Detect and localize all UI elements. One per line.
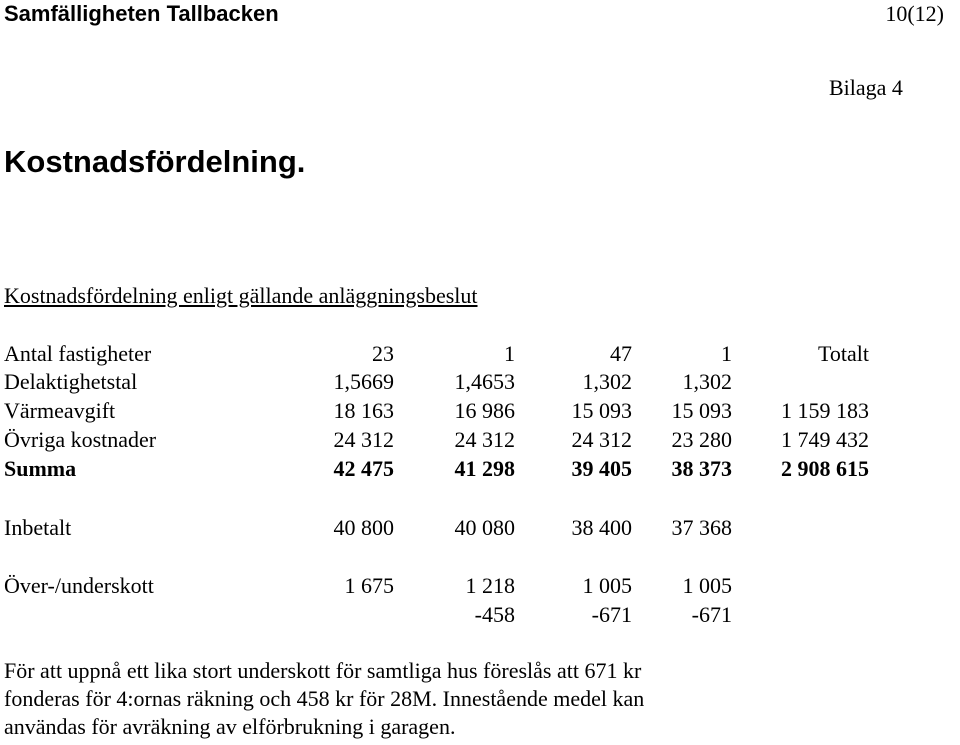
table-cell: 37 368 xyxy=(671,515,732,540)
table-cell: 40 080 xyxy=(454,515,515,540)
main-heading: Kostnadsfördelning. xyxy=(4,144,306,179)
table-cell: -671 xyxy=(591,602,632,627)
table-cell: 24 312 xyxy=(571,427,632,452)
table-cell: 24 312 xyxy=(333,427,394,452)
table-cell: 38 400 xyxy=(571,515,632,540)
table-cell: 18 163 xyxy=(333,398,394,423)
table-cell: 1 749 432 xyxy=(781,427,869,452)
table-cell: 16 986 xyxy=(454,398,515,423)
table-cell: Totalt xyxy=(817,341,869,366)
table-cell: 15 093 xyxy=(671,398,732,423)
table-cell: 23 xyxy=(372,341,394,366)
table-cell: 1 xyxy=(721,341,732,366)
row-label: Antal fastigheter xyxy=(4,341,152,366)
note-line: fonderas för 4:ornas räkning och 458 kr för 28M. Innestående medel kan xyxy=(4,686,645,711)
appendix-label: Bilaga 4 xyxy=(829,75,903,100)
table-cell: 38 373 xyxy=(671,456,732,481)
row-label: Inbetalt xyxy=(4,515,72,540)
table-cell: 1 675 xyxy=(344,573,394,598)
note-line: användas för avräkning av elförbrukning i garagen. xyxy=(4,714,456,739)
table-cell: 1 218 xyxy=(465,573,515,598)
table-row-total xyxy=(0,455,960,483)
row-label: Värmeavgift xyxy=(4,398,116,423)
table-cell: 1 xyxy=(504,341,515,366)
table-row xyxy=(0,426,960,454)
table-cell: 1,302 xyxy=(582,369,632,394)
table-cell: -458 xyxy=(474,602,515,627)
row-label: Övriga kostnader xyxy=(4,427,157,452)
table-row xyxy=(0,340,960,368)
table-row xyxy=(0,514,960,542)
table-cell: 15 093 xyxy=(571,398,632,423)
section-heading: Kostnadsfördelning enligt gällande anläggningsbeslut xyxy=(4,283,478,308)
table-cell: 41 298 xyxy=(454,456,515,481)
table-cell: 42 475 xyxy=(333,456,394,481)
document-header-title: Samfälligheten Tallbacken xyxy=(4,1,279,26)
table-cell: 39 405 xyxy=(571,456,632,481)
table-cell: 40 800 xyxy=(333,515,394,540)
table-cell: 24 312 xyxy=(454,427,515,452)
note-paragraph xyxy=(4,657,954,741)
row-label: Över-/underskott xyxy=(4,573,154,598)
table-cell: 1,302 xyxy=(682,369,732,394)
table-cell: 47 xyxy=(610,341,632,366)
table-row xyxy=(0,572,960,600)
table-row xyxy=(0,601,960,629)
table-row xyxy=(0,368,960,396)
row-label: Summa xyxy=(4,456,77,481)
table-cell: 23 280 xyxy=(671,427,732,452)
table-cell: 1 159 183 xyxy=(781,398,869,423)
page-number: 10(12) xyxy=(885,1,944,26)
table-cell: 2 908 615 xyxy=(781,456,869,481)
row-label: Delaktighetstal xyxy=(4,369,138,394)
table-cell: -671 xyxy=(691,602,732,627)
note-line: För att uppnå ett lika stort underskott för samtliga hus föreslås att 671 kr xyxy=(4,658,642,683)
table-cell: 1,5669 xyxy=(333,369,394,394)
table-cell: 1 005 xyxy=(682,573,732,598)
table-cell: 1,4653 xyxy=(454,369,515,394)
table-cell: 1 005 xyxy=(582,573,632,598)
table-row xyxy=(0,397,960,425)
